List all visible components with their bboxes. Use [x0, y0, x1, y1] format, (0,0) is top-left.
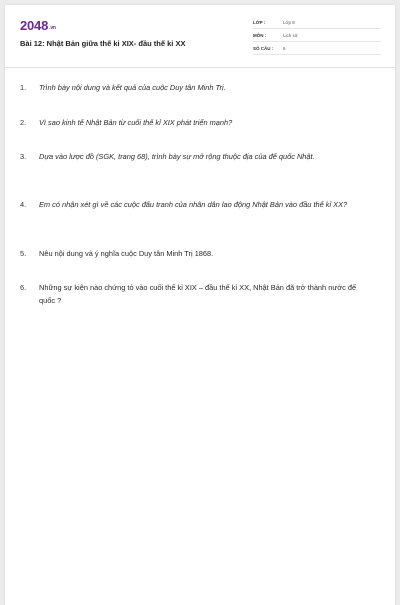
meta-subject [253, 31, 381, 42]
question-number: 6. [20, 283, 27, 292]
question-text: Vì sao kinh tế Nhật Bản từ cuối thế kỉ XIX phát triển mạnh? [39, 118, 233, 127]
question-text: Nêu nội dung và ý nghĩa cuộc Duy tân Minh Trị 1868. [39, 249, 214, 258]
question-number: 5. [20, 249, 27, 258]
meta-subject-label: MÔN : [253, 33, 267, 38]
question-text: Trình bày nội dung và kết quả của cuộc Duy tân Minh Trị. [39, 83, 226, 92]
logo-suffix: .vn [49, 25, 56, 31]
meta-question-count [253, 44, 381, 55]
question-text: Em có nhận xét gì về các cuộc đấu tranh của nhân dân lao động Nhật Bản vào đầu thế kỉ XX? [39, 200, 348, 209]
question-number: 2. [20, 118, 27, 127]
meta-question-count-label: SỐ CÂU : [253, 46, 274, 51]
question-number: 4. [20, 200, 27, 209]
question-text: Những sự kiện nào chứng tỏ vào cuối thế kỉ XIX – đầu thế kỉ XX, Nhật Bản đã trở thành nước đế quốc ? [39, 283, 357, 305]
meta-class-value: Lớp 8 [283, 20, 295, 25]
logo-main: 2048 [20, 18, 49, 33]
meta-subject-value: Lịch sử [283, 33, 298, 38]
meta-class-label: LỚP : [253, 20, 266, 25]
worksheet-page [5, 5, 395, 605]
meta-class [253, 18, 381, 29]
lesson-title: Bài 12: Nhật Bản giữa thế kỉ XIX- đầu thế kỉ XX [20, 39, 186, 48]
question-number: 3. [20, 152, 27, 161]
site-logo[interactable] [20, 18, 56, 33]
question-text: Dựa vào lược đồ (SGK, trang 68), trình bày sự mở rộng thuộc địa của đế quốc Nhật. [39, 152, 315, 161]
worksheet-header [5, 5, 395, 68]
question-number: 1. [20, 83, 27, 92]
meta-question-count-value: 6 [283, 46, 286, 51]
